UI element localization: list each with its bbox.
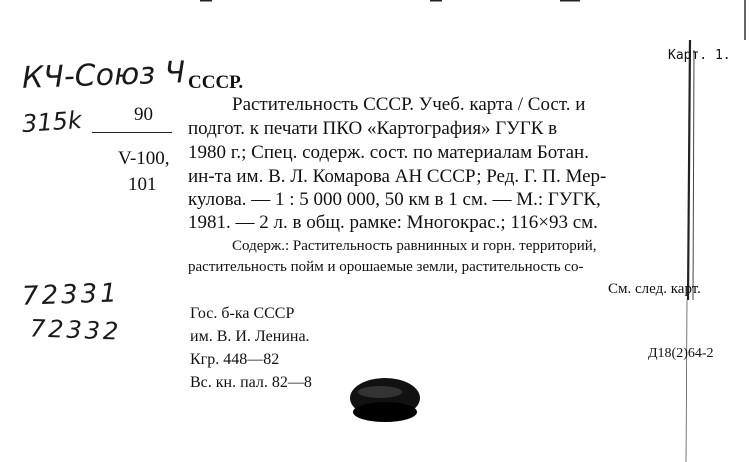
description-line: 1981. — 2 л. в общ. рамке: Многокрас.; 116×93 см. bbox=[188, 212, 598, 233]
description-line: ин-та им. В. Л. Комарова АН СССР; Ред. Г. П. Мер- bbox=[188, 166, 607, 187]
shelfmark-top: 90 bbox=[134, 104, 153, 125]
see-next-card: См. след. карт. bbox=[608, 281, 701, 297]
handwritten-inventory-1: 72331 bbox=[21, 278, 121, 312]
handwritten-code: КЧ-Союз Ч bbox=[21, 55, 186, 96]
library-line: им. В. И. Ленина. bbox=[190, 328, 310, 345]
description-line: Растительность СССР. Учеб. карта / Сост. и bbox=[232, 94, 586, 115]
shelfmark-divider bbox=[92, 132, 172, 133]
classmark: Д18(2)64-2 bbox=[648, 346, 714, 361]
description-line: кулова. — 1 : 5 000 000, 50 км в 1 см. — М.: ГУГК, bbox=[188, 189, 601, 210]
description-line: подгот. к печати ПКО «Картография» ГУГК в bbox=[188, 118, 558, 139]
card-label: Карт. 1. bbox=[668, 48, 731, 63]
handwritten-number: 315k bbox=[21, 105, 83, 139]
contents-line: растительность пойм и орошаемые земли, растительность со- bbox=[188, 259, 584, 275]
handwritten-inventory-2: 72332 bbox=[29, 314, 122, 346]
shelfmark-bottom-1: V-100, bbox=[118, 148, 170, 169]
shelfmark-bottom-2: 101 bbox=[128, 174, 157, 195]
contents-line: Содерж.: Растительность равнинных и горн. территорий, bbox=[232, 238, 597, 254]
description-line: 1980 г.; Спец. содерж. сост. по материалам Ботан. bbox=[188, 142, 589, 163]
library-line: Вс. кн. пал. 82—8 bbox=[190, 374, 312, 391]
library-line: Гос. б-ка СССР bbox=[190, 305, 295, 322]
library-line: Кгр. 448—82 bbox=[190, 351, 280, 368]
heading: СССР. bbox=[188, 72, 244, 93]
